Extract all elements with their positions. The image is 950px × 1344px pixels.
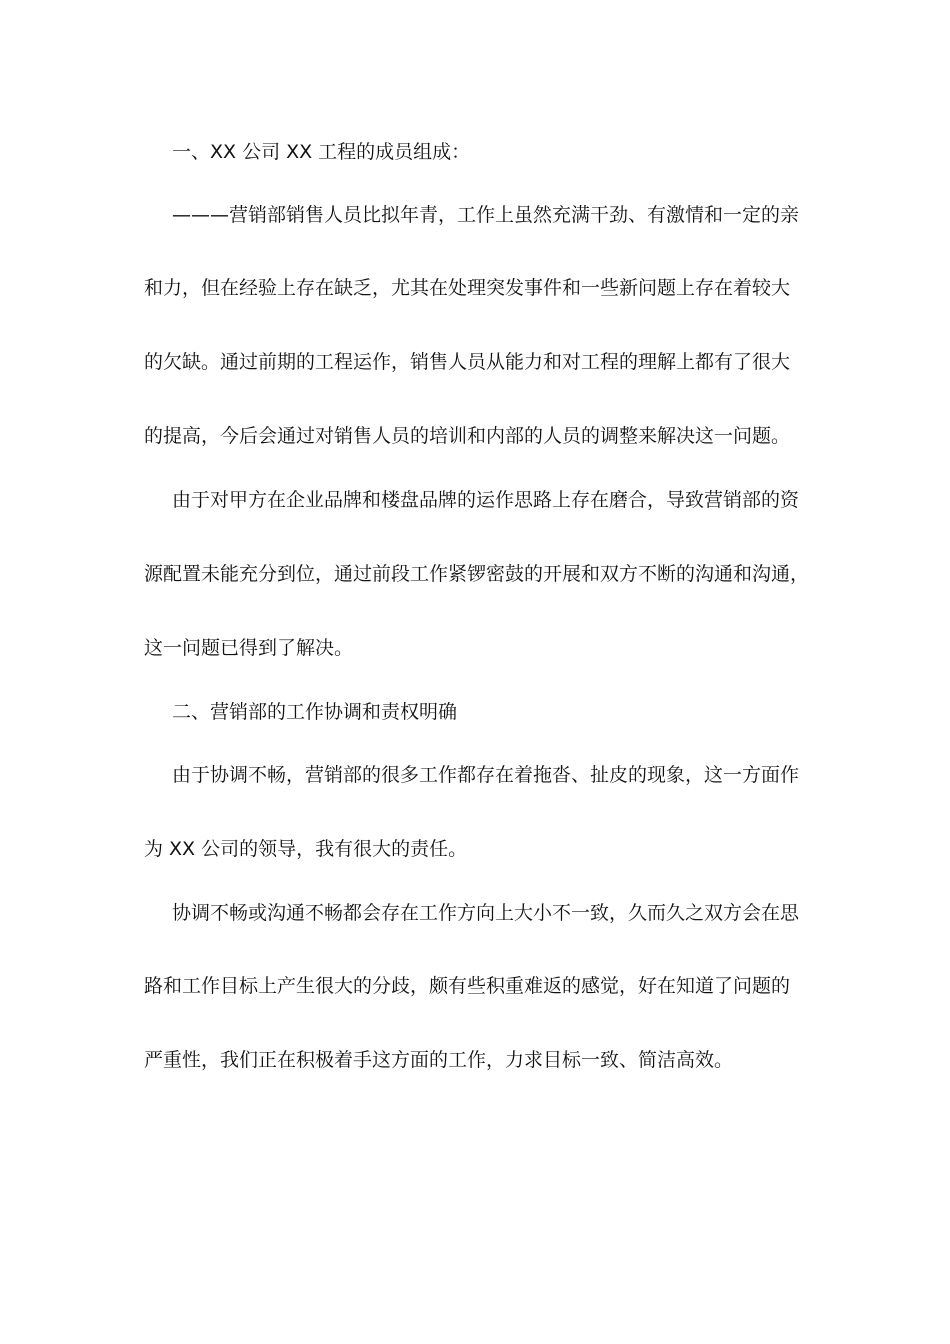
paragraph-line: 路和工作目标上产生很大的分歧，颇有些积重难返的感觉，好在知道了问题的: [144, 975, 791, 997]
paragraph-line: 由于协调不畅，营销部的很多工作都存在着拖沓、扯皮的现象，这一方面作: [172, 764, 800, 786]
paragraph-line: ———营销部销售人员比拟年青，工作上虽然充满干劲、有激情和一定的亲: [172, 204, 800, 226]
heading-section-2: 二、营销部的工作协调和责权明确: [172, 701, 458, 723]
paragraph-line: 严重性，我们正在积极着手这方面的工作，力求目标一致、简洁高效。: [144, 1049, 734, 1071]
heading-section-1: 一、XX 公司 XX 工程的成员组成：: [172, 141, 471, 163]
paragraph-line: 的欠缺。通过前期的工程运作，销售人员从能力和对工程的理解上都有了很大: [144, 351, 791, 373]
paragraph-line: 由于对甲方在企业品牌和楼盘品牌的运作思路上存在磨合，导致营销部的资: [172, 489, 800, 511]
paragraph-line: 这一问题已得到了解决。: [144, 637, 354, 659]
paragraph-line: 为 XX 公司的领导，我有很大的责任。: [144, 838, 468, 860]
paragraph-line: 的提高，今后会通过对销售人员的培训和内部的人员的调整来解决这一问题。: [144, 425, 791, 447]
paragraph-line: 源配置未能充分到位，通过前段工作紧锣密鼓的开展和双方不断的沟通和沟通，: [144, 563, 810, 585]
paragraph-line: 协调不畅或沟通不畅都会存在工作方向上大小不一致，久而久之双方会在思: [172, 902, 800, 924]
paragraph-line: 和力，但在经验上存在缺乏，尤其在处理突发事件和一些新问题上存在着较大: [144, 277, 791, 299]
